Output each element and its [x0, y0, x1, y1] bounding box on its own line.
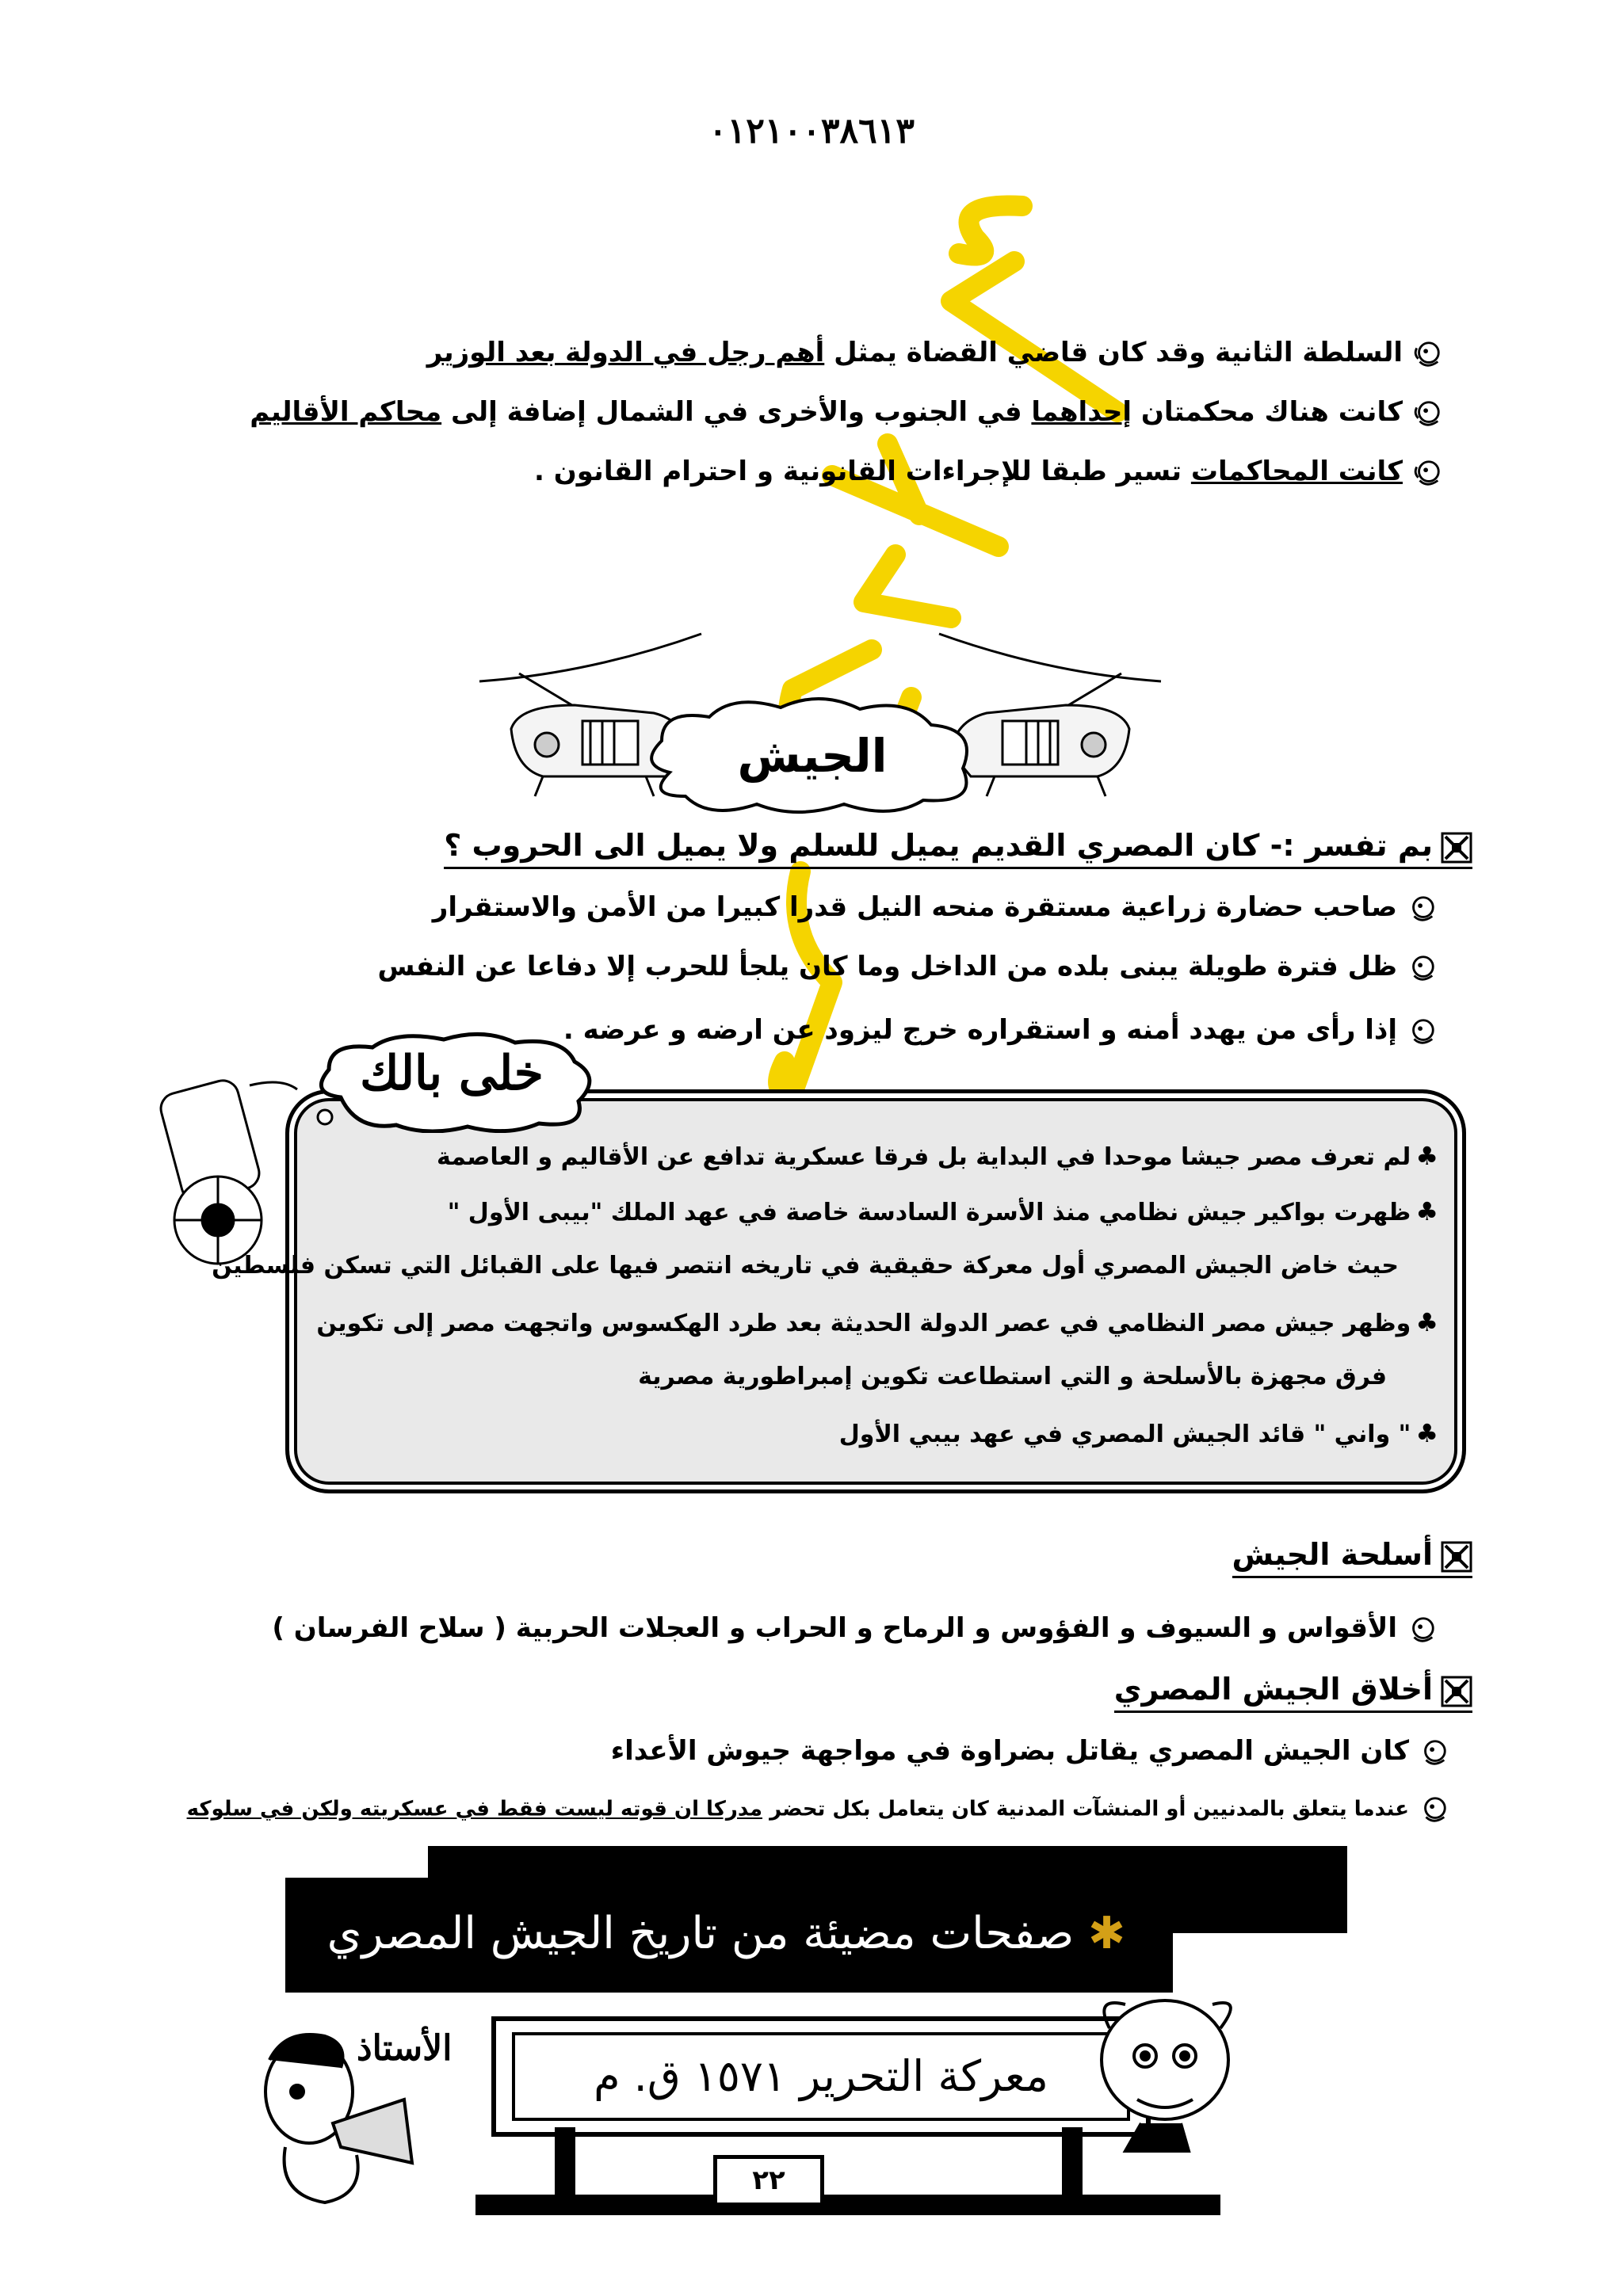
cannon-icon — [147, 1054, 305, 1283]
banner-title — [327, 1908, 1125, 1959]
judiciary-line-1 — [427, 337, 1442, 369]
judiciary-emphasis: كانت المحاكمات — [1190, 456, 1403, 487]
star-icon: ✱ — [1088, 1908, 1125, 1959]
judiciary-line-3 — [534, 456, 1442, 488]
ethics-emphasis: مدركا ان قوته ليست فقط في عسكريته ولكن في سلوكه — [186, 1797, 763, 1821]
cartoon-old-man-icon — [1062, 1981, 1260, 2155]
ornament-box-icon — [1441, 1541, 1472, 1573]
head-bullet-icon — [1407, 1615, 1437, 1645]
answer-text: صاحب حضارة زراعية مستقرة منحه النيل قدرا كبيرا من الأمن والاستقرار — [432, 891, 1397, 923]
ornament-box-icon — [1441, 1676, 1472, 1707]
sign-text: معركة التحرير ١٥٧١ ق. م — [512, 2032, 1130, 2121]
head-bullet-icon — [1412, 339, 1442, 369]
phone-number: ٠١٢١٠٠٣٨٦١٣ — [708, 111, 915, 151]
note-line-1 — [437, 1141, 1438, 1171]
weapons-text: الأقواس و السيوف و الفؤوس و الرماح و الحراب و العجلات الحربية ( سلاح الفرسان ) — [272, 1612, 1397, 1644]
note-title: خلى بالك — [360, 1046, 544, 1101]
note-text: ظهرت بواكير جيش نظامي منذ الأسرة السادسة خاصة في عهد الملك "بيبى الأول " — [447, 1199, 1411, 1226]
judiciary-text: تسير طبقا للإجراءات القانونية و احترام القانون . — [533, 456, 1191, 487]
banner — [285, 1878, 1173, 1993]
weapons-title: أسلحة الجيش — [1232, 1537, 1433, 1572]
note-text: لم تعرف مصر جيشا موحدا في البداية بل فرقا عسكرية تدافع عن الأقاليم و العاصمة — [437, 1143, 1411, 1171]
club-icon: ♣ — [1415, 1418, 1438, 1448]
note-line-4 — [316, 1307, 1438, 1337]
judiciary-emphasis: محاكم الأقاليم — [250, 396, 442, 428]
judiciary-line-2 — [250, 396, 1442, 429]
answer-line-2 — [377, 951, 1437, 983]
club-icon: ♣ — [1415, 1141, 1438, 1171]
note-line-5 — [638, 1363, 1387, 1390]
ethics-text: عندما يتعلق بالمدنيين أو المنشآت المدنية كان يتعامل بكل تحضر — [762, 1797, 1409, 1821]
banner-title-text: صفحات مضيئة من تاريخ الجيش المصري — [327, 1908, 1075, 1959]
head-bullet-icon — [1412, 399, 1442, 429]
head-bullet-icon — [1419, 1737, 1449, 1768]
army-title: الجيش — [737, 729, 888, 783]
page-number: ٢٢ — [713, 2155, 824, 2206]
judiciary-emphasis: إحداهما — [1031, 396, 1132, 428]
ethics-line-1 — [611, 1735, 1449, 1768]
answer-text: ظل فترة طويلة يبنى بلده من الداخل وما كان يلجأ للحرب إلا دفاعا عن النفس — [377, 951, 1397, 982]
question-heading — [444, 828, 1472, 869]
answer-text: إذا رأى من يهدد أمنه و استقراره خرج ليزود عن ارضه و عرضه . — [563, 1014, 1397, 1046]
judiciary-text: كانت هناك محكمتان — [1132, 396, 1403, 428]
note-text: وظهر جيش مصر النظامي في عصر الدولة الحديثة بعد طرد الهكسوس واتجهت مصر إلى تكوين — [316, 1310, 1411, 1337]
note-text: فرق مجهزة بالأسلحة و التي استطاعت تكوين إمبراطورية مصرية — [638, 1363, 1387, 1390]
head-bullet-icon — [1407, 894, 1437, 924]
judiciary-emphasis: أهم رجل في الدولة بعد الوزير — [426, 337, 825, 368]
sign-board — [491, 2016, 1151, 2137]
ethics-line-2 — [187, 1794, 1449, 1825]
answer-line-1 — [433, 891, 1437, 924]
question-text: كان المصري القديم يميل للسلم ولا يميل الى الحروب ؟ — [444, 828, 1260, 863]
weapons-line — [272, 1612, 1437, 1645]
club-icon: ♣ — [1415, 1196, 1438, 1226]
note-line-3 — [212, 1252, 1399, 1280]
ustaz-label: الأستاذ — [357, 2028, 453, 2069]
judiciary-text: السلطة الثانية وقد كان قاضي القضاة يمثل — [824, 337, 1403, 368]
ground-bar — [475, 2195, 1220, 2215]
head-bullet-icon — [1407, 1016, 1437, 1047]
ethics-title: أخلاق الجيش المصري — [1113, 1672, 1433, 1707]
head-bullet-icon — [1407, 953, 1437, 983]
ornament-box-icon — [1441, 832, 1472, 864]
question-prefix: بم تفسر :- — [1270, 828, 1433, 863]
head-bullet-icon — [1419, 1794, 1449, 1825]
note-text: حيث خاض الجيش المصري أول معركة حقيقية في تاريخه انتصر فيها على القبائل التي تسكن فلسطين — [212, 1252, 1399, 1280]
club-icon: ♣ — [1415, 1307, 1438, 1337]
note-panel — [212, 1089, 1466, 1493]
ethics-heading — [1114, 1672, 1472, 1713]
note-line-6 — [839, 1418, 1438, 1448]
weapons-heading — [1232, 1537, 1472, 1578]
ethics-text: كان الجيش المصري يقاتل بضراوة في مواجهة جيوش الأعداء — [610, 1735, 1409, 1767]
judiciary-text: في الجنوب والأخرى في الشمال إضافة إلى — [441, 396, 1032, 428]
answer-line-3 — [563, 1014, 1437, 1047]
note-line-2 — [448, 1196, 1438, 1226]
note-text: " واني " قائد الجيش المصري في عهد بيبي الأول — [838, 1421, 1411, 1448]
head-bullet-icon — [1412, 458, 1442, 488]
